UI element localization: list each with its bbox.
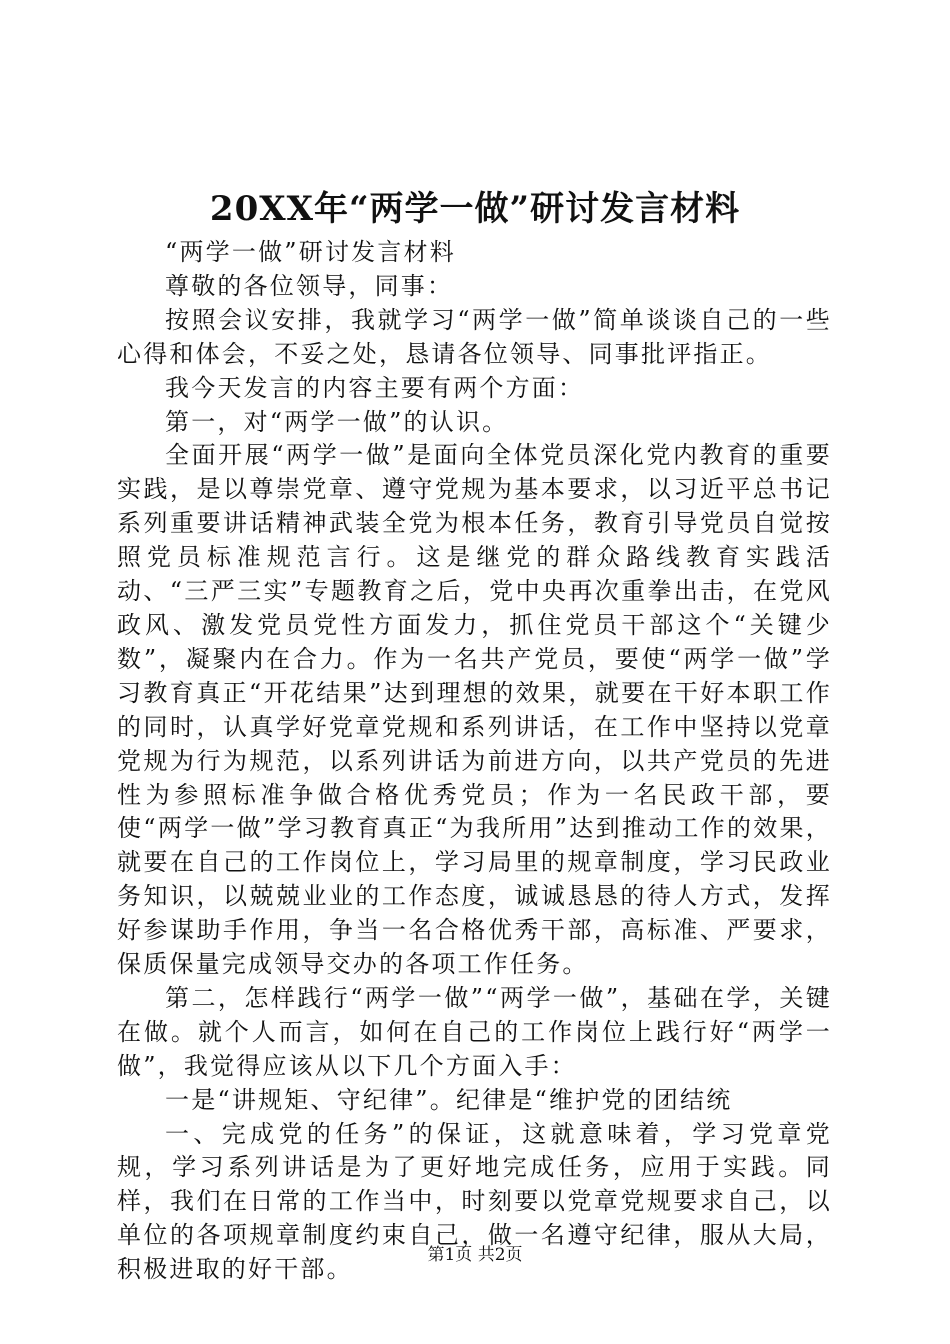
paragraph-point-one-continued: 一、完成党的任务”的保证，这就意味着，学习党章党规，学习系列讲话是为了更好地完成任务，应用于实践。同样，我们在日常的工作当中，时刻要以党章党规要求自己，以单位的各项规章制度约束自己，做一名遵守纪律，服从大局，积极进取的好干部。: [117, 1119, 832, 1284]
paragraph-section-one-heading: 第一，对“两学一做”的认识。: [165, 407, 509, 436]
document-body: [117, 236, 832, 1287]
page-footer: 第1页 共2页: [427, 1245, 523, 1265]
paragraph-intro: 按照会议安排，我就学习“两学一做”简单谈谈自己的一些心得和体会，不妥之处，恳请各位领导、同事批评指正。: [117, 305, 832, 368]
paragraph-point-one: 一是“讲规矩、守纪律”。纪律是“维护党的团结统: [165, 1085, 733, 1114]
paragraph-overview: 我今天发言的内容主要有两个方面：: [165, 373, 585, 402]
paragraph-section-two-heading: 第二，怎样践行“两学一做”“两学一做”，基础在学，关键在做。就个人而言，如何在自己的工作岗位上践行好“两学一做”，我觉得应该从以下几个方面入手：: [117, 983, 832, 1080]
paragraph-section-one-body: 全面开展“两学一做”是面向全体党员深化党内教育的重要实践，是以尊崇党章、遵守党规为基本要求，以习近平总书记系列重要讲话精神武装全党为根本任务，教育引导党员自觉按照党员标准规范言行。这是继党的群众路线教育实践活动、“三严三实”专题教育之后，党中央再次重拳出击，在党风政风、激发党员党性方面发力，抓住党员干部这个“关键少数”，凝聚内在合力。作为一名共产党员，要使“两学一做”学习教育真正“开花结果”达到理想的效果，就要在干好本职工作的同时，认真学好党章党规和系列讲话，在工作中坚持以党章党规为行为规范，以系列讲话为前进方向，以共产党员的先进性为参照标准争做合格优秀党员；作为一名民政干部，要使“两学一做”学习教育真正“为我所用”达到推动工作的效果，就要在自己的工作岗位上，学习局里的规章制度，学习民政业务知识，以兢兢业业的工作态度，诚诚恳恳的待人方式，发挥好参谋助手作用，争当一名合格优秀干部，高标准、严要求，保质保量完成领导交办的各项工作任务。: [117, 441, 832, 979]
document-title: 20XX年“两学一做”研讨发言材料: [209, 189, 741, 229]
paragraph-salutation: 尊敬的各位领导，同事：: [165, 271, 454, 300]
paragraph-subtitle: “两学一做”研讨发言材料: [165, 238, 456, 266]
